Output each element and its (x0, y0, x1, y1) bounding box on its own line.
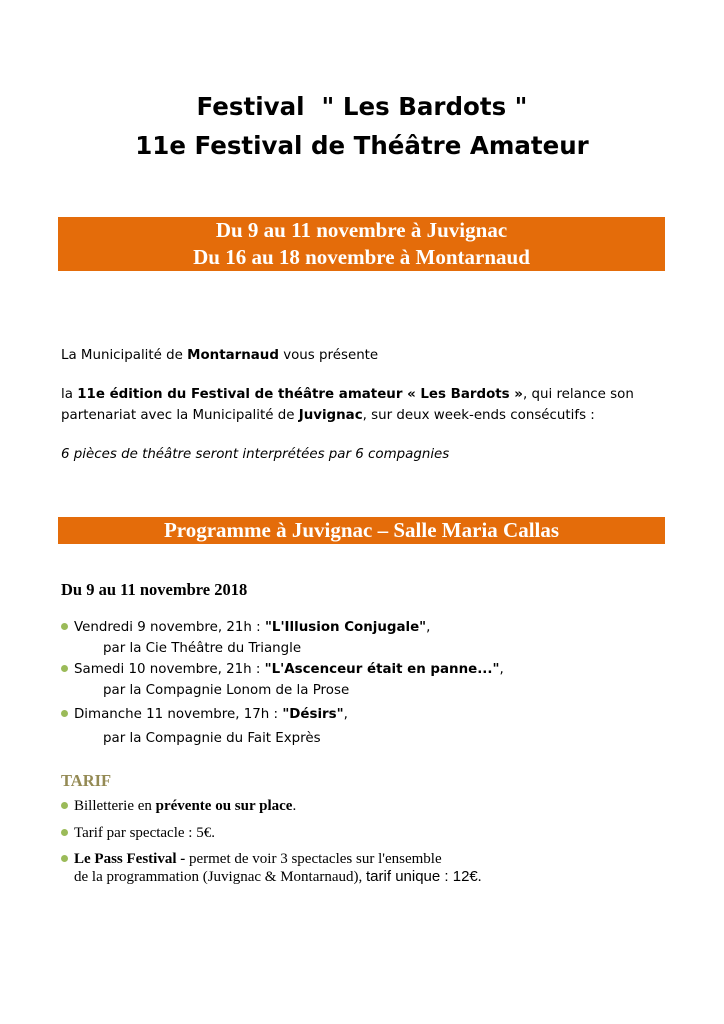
bullet-icon (61, 855, 68, 862)
tarif-text: . (292, 798, 297, 814)
tarif-emphasis: prévente ou sur place (155, 798, 293, 814)
tarif-text: de la programmation (Juvignac & Montarnaud), (74, 869, 367, 885)
tarif-heading: TARIF (61, 771, 112, 790)
title-line-1: Festival " Les Bardots " (196, 92, 528, 121)
tarif-text: permet de voir 3 spectacles sur l'ensemble (188, 851, 442, 867)
intro-town: Montarnaud (187, 348, 279, 363)
tarif-text: . (477, 869, 482, 885)
programme-item-title: "Désirs" (282, 707, 344, 722)
programme-item-when: Dimanche 11 novembre, 17h : (74, 707, 283, 722)
programme-dates: Du 9 au 11 novembre 2018 (61, 580, 248, 599)
programme-item-punct: , (426, 620, 431, 635)
programme-item (61, 659, 504, 701)
programme-item (61, 704, 504, 749)
intro-paragraph-3: 6 pièces de théâtre seront interprétées par 6 compagnies (61, 447, 450, 462)
programme-item (61, 617, 504, 659)
intro-text: , qui relance son (522, 387, 634, 402)
programme-banner (58, 517, 665, 544)
intro-paragraph-1 (61, 345, 378, 366)
bullet-icon (61, 710, 68, 717)
tarif-price: Tarif par spectacle : 5€. (74, 825, 215, 841)
title-line-2: 11e Festival de Théâtre Amateur (135, 131, 589, 160)
programme-item-company: par la Compagnie Lonom de la Prose (103, 683, 350, 698)
intro-paragraph-2 (61, 384, 634, 426)
intro-text: la (61, 387, 78, 402)
programme-item-when: Samedi 10 novembre, 21h : (74, 662, 265, 677)
programme-list (61, 617, 504, 749)
programme-item-when: Vendredi 9 novembre, 21h : (74, 620, 265, 635)
programme-banner-label: Programme à Juvignac – Salle Maria Callas (163, 518, 560, 542)
intro-text: La Municipalité de (61, 348, 188, 363)
bullet-icon (61, 665, 68, 672)
intro-text: , sur deux week-ends consécutifs : (362, 408, 595, 423)
programme-item-title: "L'Ascenceur était en panne..." (264, 662, 500, 677)
dates-banner (58, 217, 665, 271)
bullet-icon (61, 802, 68, 809)
tarif-item-3 (61, 851, 482, 886)
programme-item-title: "L'Illusion Conjugale" (264, 620, 427, 635)
tarif-text: Billetterie en (74, 798, 156, 814)
tarif-item-1 (61, 798, 296, 815)
bullet-icon (61, 829, 68, 836)
programme-item-company: par la Compagnie du Fait Exprès (103, 731, 321, 746)
bullet-icon (61, 623, 68, 630)
programme-item-punct: , (499, 662, 504, 677)
intro-text: vous présente (278, 348, 379, 363)
tarif-pass-label: Le Pass Festival - (74, 851, 189, 867)
dates-banner-line-2: Du 16 au 18 novembre à Montarnaud (193, 245, 530, 269)
tarif-pass-price: tarif unique : 12€ (366, 868, 478, 885)
programme-item-punct: , (343, 707, 348, 722)
programme-item-company: par la Cie Théâtre du Triangle (103, 641, 302, 656)
dates-banner-line-1: Du 9 au 11 novembre à Juvignac (215, 218, 508, 242)
tarif-item-2 (61, 825, 215, 842)
intro-partner-town: Juvignac (298, 408, 363, 423)
intro-text: partenariat avec la Municipalité de (61, 408, 299, 423)
intro-edition: 11e édition du Festival de théâtre amateur « Les Bardots » (77, 387, 523, 402)
